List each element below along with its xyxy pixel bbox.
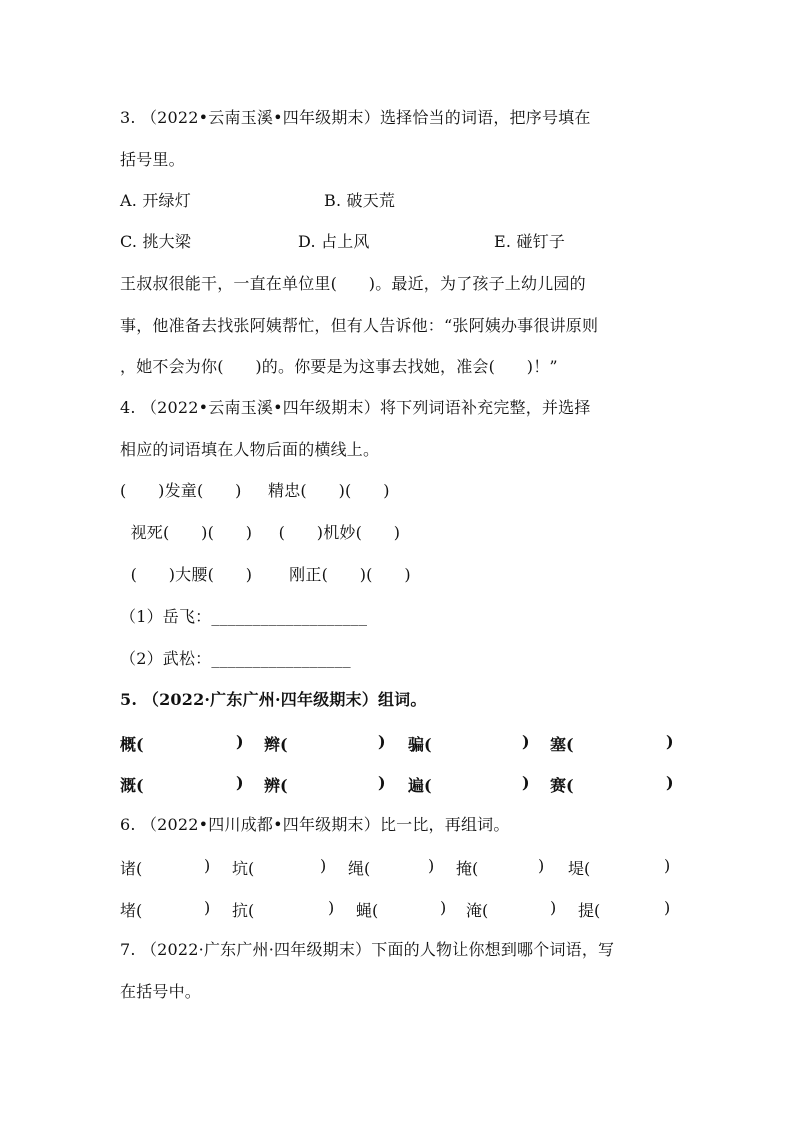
- q5-char: 遍(: [408, 776, 432, 795]
- q3-option-d: D. 占上风: [298, 232, 370, 251]
- q6-blank-end[interactable]: ): [664, 856, 671, 875]
- q6-char: 提(: [578, 901, 601, 920]
- q5-title: 5. （2022·广东广州·四年级期末）组词。: [120, 690, 427, 709]
- q6-blank-end[interactable]: ): [204, 856, 211, 875]
- q3-stem-line2: 括号里。: [120, 150, 185, 169]
- q6-char: 堤(: [568, 859, 591, 878]
- q6-blank-end[interactable]: ): [204, 898, 211, 917]
- q3-stem-line1: 3. （2022•云南玉溪•四年级期末）选择恰当的词语，把序号填在: [120, 108, 591, 127]
- q5-blank-end[interactable]: ): [522, 732, 530, 751]
- q6-row2: [120, 898, 680, 920]
- q6-blank-end[interactable]: ): [428, 856, 435, 875]
- q3-option-c: C. 挑大梁: [120, 232, 192, 251]
- q5-char: 骗(: [408, 735, 432, 754]
- q4-fill-wusong[interactable]: （2）武松：_________________: [120, 649, 351, 668]
- q3-option-a: A. 开绿灯: [120, 191, 191, 210]
- q5-row2: [120, 773, 680, 795]
- q3-paragraph-line1: 王叔叔很能干，一直在单位里( )。最近，为了孩子上幼儿园的: [120, 274, 586, 293]
- q5-char: 概(: [120, 735, 144, 754]
- q6-char: 堵(: [120, 901, 143, 920]
- q4-idiom-row2: 视死( )( ) ( )机妙( ): [120, 523, 401, 542]
- q5-blank-end[interactable]: ): [666, 773, 674, 792]
- q5-char: 溉(: [120, 776, 144, 795]
- q5-blank-end[interactable]: ): [378, 732, 386, 751]
- q6-row1: [120, 856, 680, 878]
- q3-option-b: B. 破天荒: [324, 191, 396, 210]
- q3-option-e: E. 碰钉子: [494, 232, 566, 251]
- q6-char: 蝇(: [356, 901, 379, 920]
- q6-blank-end[interactable]: ): [328, 898, 335, 917]
- q5-blank-end[interactable]: ): [666, 732, 674, 751]
- q5-blank-end[interactable]: ): [236, 732, 244, 751]
- q5-char: 辫(: [264, 735, 288, 754]
- q6-char: 诸(: [120, 859, 143, 878]
- q6-blank-end[interactable]: ): [664, 898, 671, 917]
- q6-blank-end[interactable]: ): [538, 856, 545, 875]
- q3-paragraph-line3: ，她不会为你( )的。你要是为这事去找她，准会( )！”: [120, 357, 558, 376]
- q6-blank-end[interactable]: ): [550, 898, 557, 917]
- q6-char: 绳(: [348, 859, 371, 878]
- q4-stem-line2: 相应的词语填在人物后面的横线上。: [120, 440, 380, 459]
- q5-blank-end[interactable]: ): [378, 773, 386, 792]
- q5-char: 辨(: [264, 776, 288, 795]
- q7-stem-line1: 7. （2022·广东广州·四年级期末）下面的人物让你想到哪个词语，写: [120, 940, 615, 959]
- q5-row1: [120, 732, 680, 754]
- q5-blank-end[interactable]: ): [236, 773, 244, 792]
- q4-fill-yuefei[interactable]: （1）岳飞：___________________: [120, 607, 368, 626]
- q5-char: 塞(: [550, 735, 574, 754]
- q6-char: 掩(: [456, 859, 479, 878]
- q5-char: 赛(: [550, 776, 574, 795]
- q6-char: 淹(: [466, 901, 489, 920]
- q4-stem-line1: 4. （2022•云南玉溪•四年级期末）将下列词语补充完整，并选择: [120, 398, 591, 417]
- q6-blank-end[interactable]: ): [320, 856, 327, 875]
- q6-title: 6. （2022•四川成都•四年级期末）比一比，再组词。: [120, 815, 510, 834]
- q7-stem-line2: 在括号中。: [120, 982, 202, 1001]
- q3-paragraph-line2: 事，他准备去找张阿姨帮忙，但有人告诉他：“张阿姨办事很讲原则: [120, 316, 599, 335]
- q4-idiom-row1: ( )发童( ) 精忠( )( ): [120, 481, 390, 500]
- q6-char: 抗(: [232, 901, 255, 920]
- q4-idiom-row3: ( )大腰( ) 刚正( )( ): [120, 565, 411, 584]
- q6-blank-end[interactable]: ): [440, 898, 447, 917]
- q5-blank-end[interactable]: ): [522, 773, 530, 792]
- q6-char: 坑(: [232, 859, 255, 878]
